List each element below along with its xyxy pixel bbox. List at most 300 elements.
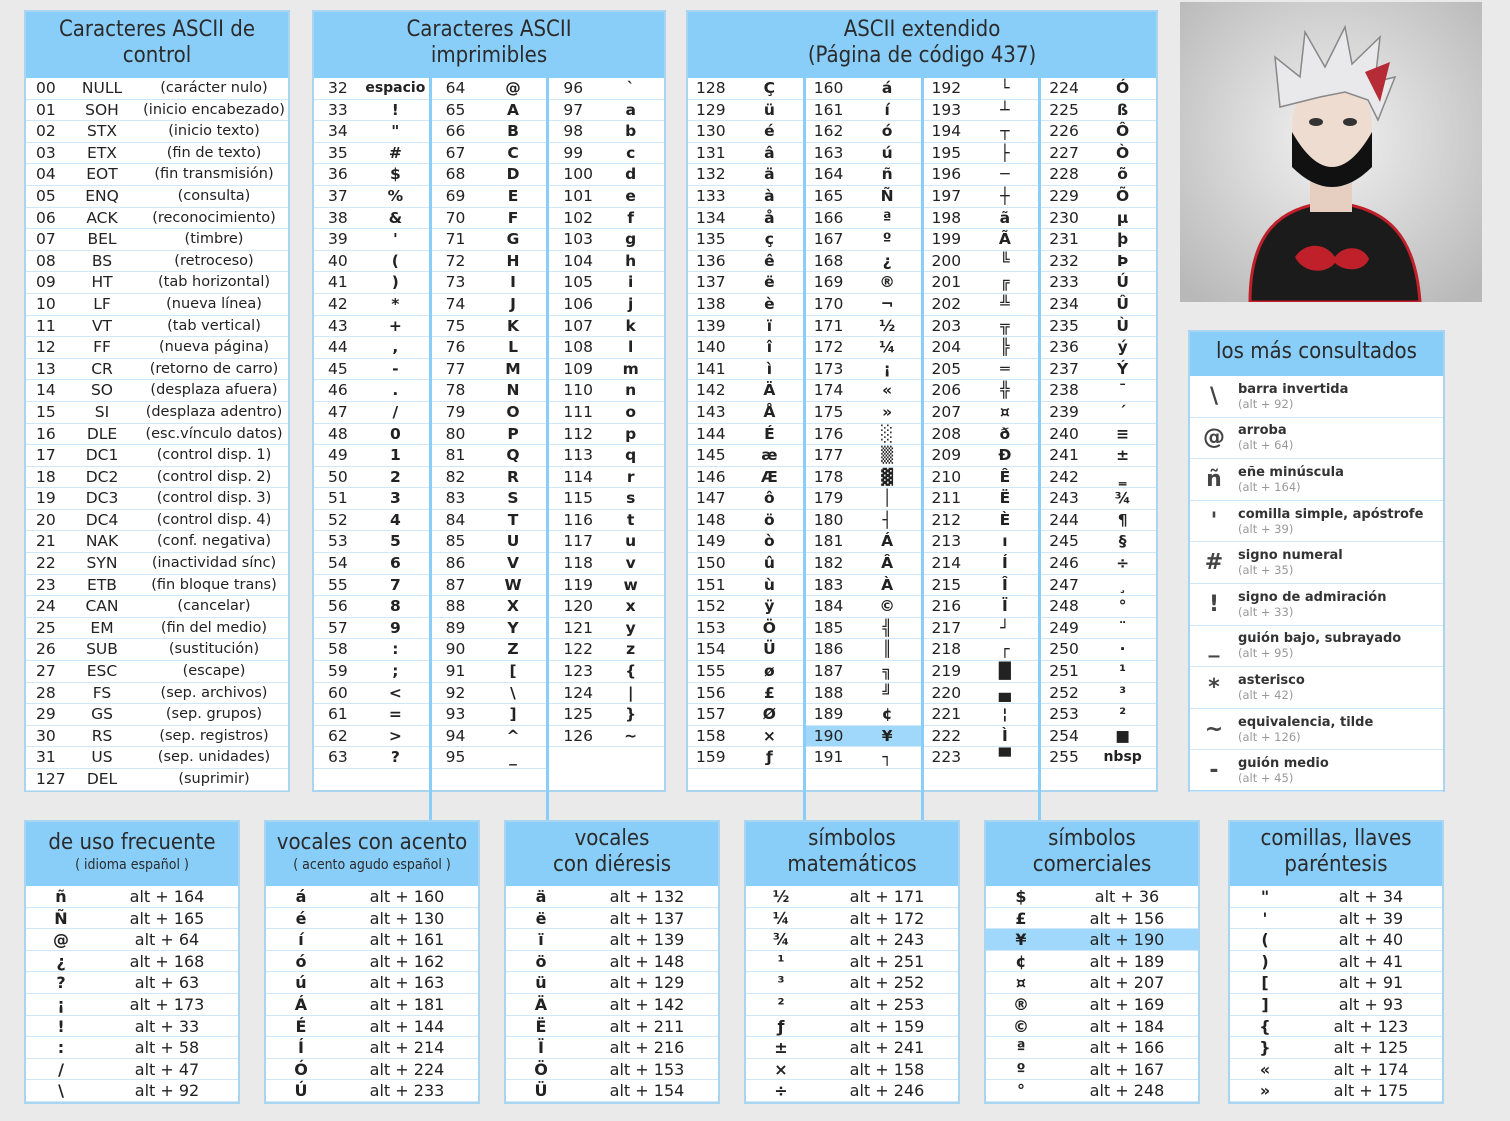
bottom-row	[746, 951, 958, 973]
extended-row	[1041, 424, 1156, 446]
char-code: 108	[563, 338, 593, 357]
char-glyph: q	[625, 446, 637, 465]
popular-item[interactable]	[1190, 459, 1443, 501]
char-code: 231	[1049, 230, 1079, 249]
bottom-char: !	[57, 1016, 65, 1036]
char-glyph: ë	[764, 273, 775, 292]
control-chars-table	[26, 74, 288, 852]
control-desc: (fin de texto)	[166, 144, 262, 161]
bottom-char: }	[1259, 1038, 1271, 1058]
bottom-row	[26, 908, 238, 930]
char-code: 173	[813, 359, 844, 378]
char-glyph: ß	[1117, 100, 1129, 119]
char-code: 106	[563, 294, 593, 313]
char-glyph: ‗	[1118, 467, 1127, 486]
bottom-char: Ü	[534, 1081, 548, 1101]
printable-row	[432, 639, 547, 661]
char-glyph: Ð	[998, 446, 1012, 465]
control-code: 05	[36, 186, 56, 205]
popular-label: eñe minúscula	[1238, 464, 1344, 480]
char-code: 51	[328, 489, 348, 508]
control-abbr: LF	[93, 294, 111, 313]
extended-row	[924, 726, 1039, 748]
char-glyph: ■	[1115, 726, 1130, 745]
char-code: 247	[1049, 575, 1079, 594]
bottom-alt-code: alt + 190	[1089, 930, 1165, 950]
bottom-alt-code: alt + 181	[369, 994, 445, 1014]
char-glyph: É	[764, 424, 775, 443]
popular-item[interactable]	[1190, 750, 1443, 792]
extended-row	[806, 618, 921, 640]
bottom-panel-header	[266, 822, 478, 882]
char-code: 243	[1049, 489, 1079, 508]
bottom-alt-code: alt + 248	[1089, 1081, 1165, 1101]
char-glyph: █	[998, 662, 1011, 681]
printable-chars-table	[314, 74, 664, 852]
printable-row	[314, 272, 429, 294]
bottom-alt-code: alt + 39	[1338, 908, 1404, 928]
control-row	[26, 424, 288, 446]
char-glyph: ¾	[1114, 489, 1131, 508]
char-code: 95	[445, 748, 466, 767]
bottom-char: ú	[295, 973, 307, 993]
popular-symbol: #	[1204, 550, 1224, 576]
char-glyph: L	[508, 338, 518, 357]
char-glyph: Ë	[999, 489, 1011, 508]
extended-row	[1041, 661, 1156, 683]
char-code: 145	[696, 446, 726, 465]
char-code: 53	[328, 532, 348, 551]
control-code: 13	[36, 359, 56, 378]
bottom-char: Á	[294, 994, 308, 1014]
char-glyph: `	[626, 79, 635, 97]
char-glyph: z	[626, 640, 636, 659]
char-code: 255	[1049, 748, 1079, 767]
char-code: 244	[1049, 510, 1079, 529]
control-abbr: ENQ	[85, 186, 119, 205]
char-code: 180	[813, 510, 844, 529]
char-glyph: «	[882, 381, 893, 400]
char-glyph: W	[504, 575, 522, 594]
printable-row	[314, 488, 429, 510]
char-glyph: Î	[1001, 575, 1008, 594]
char-code: 35	[328, 143, 348, 162]
bottom-row	[266, 972, 478, 994]
bottom-row	[506, 929, 718, 951]
char-code: 33	[328, 100, 348, 119]
printable-row	[314, 467, 429, 489]
char-glyph: í	[884, 100, 890, 119]
char-code: 38	[328, 208, 348, 227]
control-abbr: ESC	[86, 662, 118, 681]
bottom-row	[1230, 1080, 1442, 1102]
char-glyph: é	[764, 122, 775, 141]
printable-row	[549, 661, 664, 683]
popular-item[interactable]	[1190, 542, 1443, 584]
extended-row	[924, 208, 1039, 230]
bottom-alt-code: alt + 125	[1333, 1038, 1409, 1058]
control-abbr: CR	[91, 359, 113, 378]
extended-row	[924, 661, 1039, 683]
char-glyph: m	[622, 359, 639, 378]
extended-row	[1041, 510, 1156, 532]
char-glyph: _	[509, 748, 517, 767]
char-glyph: ┌	[1000, 640, 1010, 659]
char-code: 154	[696, 640, 726, 659]
char-glyph: g	[625, 230, 637, 249]
char-glyph: Z	[507, 640, 519, 659]
char-code: 164	[813, 165, 844, 184]
printable-row	[314, 683, 429, 705]
char-glyph: )	[391, 273, 399, 292]
char-code: 40	[328, 251, 348, 270]
extended-row	[688, 294, 803, 316]
printable-row	[432, 186, 547, 208]
char-code: 211	[931, 489, 962, 508]
extended-row	[1041, 380, 1156, 402]
char-code: 165	[813, 186, 844, 205]
control-abbr: US	[91, 748, 113, 767]
extended-row	[806, 143, 921, 165]
char-code: 37	[328, 186, 348, 205]
char-code: 131	[696, 143, 726, 162]
printable-row	[549, 78, 664, 100]
extended-row	[1041, 575, 1156, 597]
bottom-char: í	[298, 930, 304, 950]
bottom-list	[266, 882, 478, 1102]
extended-column	[688, 78, 803, 852]
bottom-alt-code: alt + 36	[1094, 887, 1160, 906]
char-code: 113	[563, 446, 593, 465]
bottom-char: »	[1259, 1081, 1271, 1101]
control-abbr: ETX	[87, 143, 117, 162]
popular-item[interactable]	[1190, 667, 1443, 709]
popular-symbol: -	[1209, 758, 1219, 784]
avatar-illustration	[1180, 2, 1482, 302]
bottom-alt-code: alt + 171	[849, 887, 925, 906]
control-desc: (control disp. 3)	[156, 490, 272, 507]
char-code: 78	[445, 381, 466, 400]
popular-label: signo numeral	[1238, 548, 1343, 564]
char-code: 181	[813, 532, 844, 551]
printable-row	[432, 143, 547, 165]
char-code: 254	[1049, 726, 1079, 745]
char-code: 248	[1049, 597, 1079, 616]
char-code: 175	[813, 402, 844, 421]
bottom-row	[986, 1037, 1198, 1059]
bottom-row	[506, 1080, 718, 1102]
char-code: 86	[445, 554, 466, 573]
bottom-char: ¢	[1015, 951, 1027, 971]
control-abbr: SO	[90, 381, 114, 400]
char-glyph: Y	[507, 618, 519, 637]
char-glyph: |	[627, 683, 634, 702]
bottom-row	[746, 1059, 958, 1081]
char-glyph: 1	[389, 446, 401, 465]
char-glyph: X	[507, 597, 519, 616]
char-code: 76	[445, 338, 466, 357]
bottom-list	[746, 882, 958, 1102]
bottom-char: Ó	[294, 1059, 308, 1079]
popular-panel	[1188, 330, 1445, 792]
popular-item[interactable]	[1190, 626, 1443, 668]
char-code: 168	[813, 251, 844, 270]
control-code: 127	[36, 770, 66, 788]
char-glyph: ¸	[1118, 575, 1127, 594]
bottom-alt-code: alt + 174	[1333, 1059, 1409, 1079]
bottom-alt-code: alt + 159	[849, 1016, 925, 1036]
control-row	[26, 553, 288, 575]
char-glyph: P	[507, 424, 519, 443]
char-glyph: 0	[389, 424, 401, 443]
bottom-char: ä	[535, 887, 547, 906]
char-code: 178	[813, 467, 844, 486]
popular-symbol: ~	[1204, 716, 1224, 742]
control-desc: (inactividad sínc)	[151, 555, 277, 572]
char-glyph: -	[392, 359, 399, 378]
char-glyph: T	[507, 510, 519, 529]
char-code: 32	[328, 79, 348, 97]
char-code: 194	[931, 122, 962, 141]
char-glyph: Ç	[763, 79, 776, 97]
bottom-row	[1230, 886, 1442, 908]
char-glyph: $	[389, 165, 401, 184]
extended-row	[806, 208, 921, 230]
extended-row	[1041, 596, 1156, 618]
popular-item[interactable]	[1190, 418, 1443, 460]
char-glyph: Å	[763, 402, 776, 421]
popular-alt-code: (alt + 92)	[1238, 396, 1294, 411]
control-desc: (control disp. 2)	[156, 468, 272, 485]
char-glyph: ¥	[881, 726, 893, 745]
bottom-alt-code: alt + 156	[1089, 908, 1165, 928]
popular-text	[1238, 631, 1401, 660]
extended-row	[924, 78, 1039, 100]
popular-item[interactable]	[1190, 584, 1443, 626]
control-code: 01	[36, 100, 56, 119]
char-glyph: 7	[389, 575, 401, 594]
control-code: 25	[36, 618, 56, 637]
popular-symbol: \	[1209, 383, 1219, 409]
printable-row	[549, 100, 664, 122]
bottom-char: ©	[1013, 1016, 1029, 1036]
printable-row	[432, 164, 547, 186]
printable-row	[432, 704, 547, 726]
char-glyph: ┐	[882, 748, 892, 767]
char-glyph: Ñ	[880, 186, 894, 205]
char-code: 111	[563, 402, 593, 421]
extended-row	[688, 337, 803, 359]
control-row	[26, 661, 288, 683]
char-code: 187	[813, 662, 844, 681]
char-glyph: »	[882, 402, 893, 421]
control-code: 26	[36, 640, 56, 659]
printable-row	[432, 229, 547, 251]
bottom-alt-code: alt + 91	[1338, 973, 1404, 993]
bottom-alt-code: alt + 166	[1089, 1038, 1165, 1058]
char-glyph: â	[764, 143, 775, 162]
control-row	[26, 164, 288, 186]
printable-row	[432, 510, 547, 532]
control-row	[26, 294, 288, 316]
char-glyph: Ã	[998, 230, 1011, 249]
printable-row	[432, 618, 547, 640]
char-glyph: ±	[1116, 446, 1130, 465]
printable-row	[549, 186, 664, 208]
extended-row	[1041, 704, 1156, 726]
extended-row	[806, 747, 921, 769]
char-glyph: 5	[389, 532, 401, 551]
printable-row	[432, 208, 547, 230]
char-glyph: ¶	[1117, 510, 1128, 529]
char-code: 120	[563, 597, 593, 616]
bottom-row	[986, 972, 1198, 994]
char-glyph: °	[1118, 597, 1127, 616]
extended-row	[924, 553, 1039, 575]
popular-item[interactable]	[1190, 709, 1443, 751]
extended-row	[1041, 618, 1156, 640]
control-desc: (sep. grupos)	[165, 706, 263, 723]
char-glyph: ¿	[882, 251, 892, 270]
printable-row	[314, 553, 429, 575]
bottom-char: Ï	[538, 1038, 544, 1058]
char-code: 201	[931, 273, 962, 292]
extended-row	[924, 121, 1039, 143]
bottom-title-2: comerciales	[1032, 852, 1152, 877]
control-row	[26, 726, 288, 748]
extended-row	[1041, 143, 1156, 165]
extended-row	[806, 424, 921, 446]
char-code: 100	[563, 165, 593, 184]
extended-row	[806, 726, 921, 748]
bottom-row	[26, 972, 238, 994]
popular-text	[1238, 756, 1329, 785]
printable-row	[432, 100, 547, 122]
char-code: 192	[931, 79, 962, 97]
bottom-char: ]	[1261, 994, 1269, 1014]
extended-row	[924, 229, 1039, 251]
char-glyph: Á	[881, 532, 894, 551]
printable-row	[314, 121, 429, 143]
popular-label: signo de admiración	[1238, 589, 1387, 605]
printable-row	[432, 251, 547, 273]
bottom-char: ¡	[57, 994, 65, 1014]
char-glyph: f	[627, 208, 635, 227]
printable-row	[549, 229, 664, 251]
char-code: 212	[931, 510, 962, 529]
popular-item[interactable]	[1190, 501, 1443, 543]
printable-row	[549, 531, 664, 553]
char-glyph: µ	[1116, 208, 1129, 227]
bottom-row	[266, 886, 478, 908]
char-code: 104	[563, 251, 593, 270]
char-code: 34	[328, 122, 348, 141]
char-code: 190	[813, 726, 844, 745]
char-glyph: ñ	[881, 165, 893, 184]
extended-row	[806, 380, 921, 402]
char-glyph: Û	[1116, 294, 1129, 313]
char-glyph: espacio	[365, 80, 426, 96]
char-code: 249	[1049, 618, 1079, 637]
char-code: 214	[931, 554, 962, 573]
popular-label: equivalencia, tilde	[1238, 714, 1374, 730]
bottom-alt-code: alt + 164	[129, 887, 205, 906]
printable-row	[432, 121, 547, 143]
extended-row	[924, 100, 1039, 122]
char-glyph: Ý	[1117, 359, 1129, 378]
extended-row	[688, 272, 803, 294]
extended-row	[688, 596, 803, 618]
popular-label: guión bajo, subrayado	[1238, 631, 1402, 647]
extended-row	[1041, 251, 1156, 273]
extended-row	[924, 186, 1039, 208]
extended-row	[924, 424, 1039, 446]
char-glyph: ╔	[1000, 273, 1010, 292]
char-glyph: ╣	[882, 618, 892, 637]
char-glyph: º	[882, 230, 892, 249]
char-code: 143	[696, 402, 726, 421]
char-glyph: ü	[763, 100, 775, 119]
char-glyph: l	[628, 338, 634, 357]
bottom-char: ñ	[55, 887, 67, 906]
char-code: 166	[813, 208, 844, 227]
char-code: 91	[445, 662, 466, 681]
control-desc: (nueva línea)	[166, 295, 262, 312]
printable-row	[549, 445, 664, 467]
bottom-row	[506, 1059, 718, 1081]
extended-row	[688, 380, 803, 402]
char-code: 251	[1049, 662, 1079, 681]
char-code: 75	[445, 316, 466, 335]
bottom-alt-code: alt + 137	[609, 908, 685, 928]
printable-row	[432, 553, 547, 575]
printable-row	[549, 121, 664, 143]
char-glyph: ╚	[1000, 251, 1010, 270]
extended-row	[688, 251, 803, 273]
extended-row	[688, 359, 803, 381]
control-abbr: VT	[91, 316, 113, 335]
control-desc: (fin del medio)	[160, 619, 268, 636]
char-glyph: ╬	[1000, 381, 1010, 400]
extended-row	[924, 575, 1039, 597]
bottom-row	[506, 951, 718, 973]
popular-alt-code: (alt + 95)	[1238, 646, 1294, 661]
bottom-panel-2	[264, 820, 480, 1104]
control-row	[26, 510, 288, 532]
printable-row	[314, 575, 429, 597]
char-code: 124	[563, 683, 593, 702]
char-glyph: ê	[764, 251, 775, 270]
bottom-alt-code: alt + 154	[609, 1081, 685, 1101]
printable-row	[314, 380, 429, 402]
extended-row	[688, 143, 803, 165]
char-code: 163	[813, 143, 844, 162]
bottom-title-2: paréntesis	[1284, 852, 1388, 877]
control-abbr: DC1	[85, 446, 119, 465]
control-code: 20	[36, 510, 56, 529]
char-glyph: £	[763, 683, 775, 702]
popular-item[interactable]	[1190, 376, 1443, 418]
char-glyph: nbsp	[1103, 749, 1142, 766]
bottom-alt-code: alt + 216	[609, 1038, 685, 1058]
bottom-title-2: ( acento agudo español )	[293, 857, 451, 873]
control-code: 31	[36, 748, 56, 767]
bottom-alt-code: alt + 214	[369, 1038, 445, 1058]
char-glyph: ©	[879, 597, 895, 616]
bottom-alt-code: alt + 184	[1089, 1016, 1165, 1036]
bottom-panel-1	[24, 820, 240, 1104]
char-code: 223	[931, 748, 962, 767]
